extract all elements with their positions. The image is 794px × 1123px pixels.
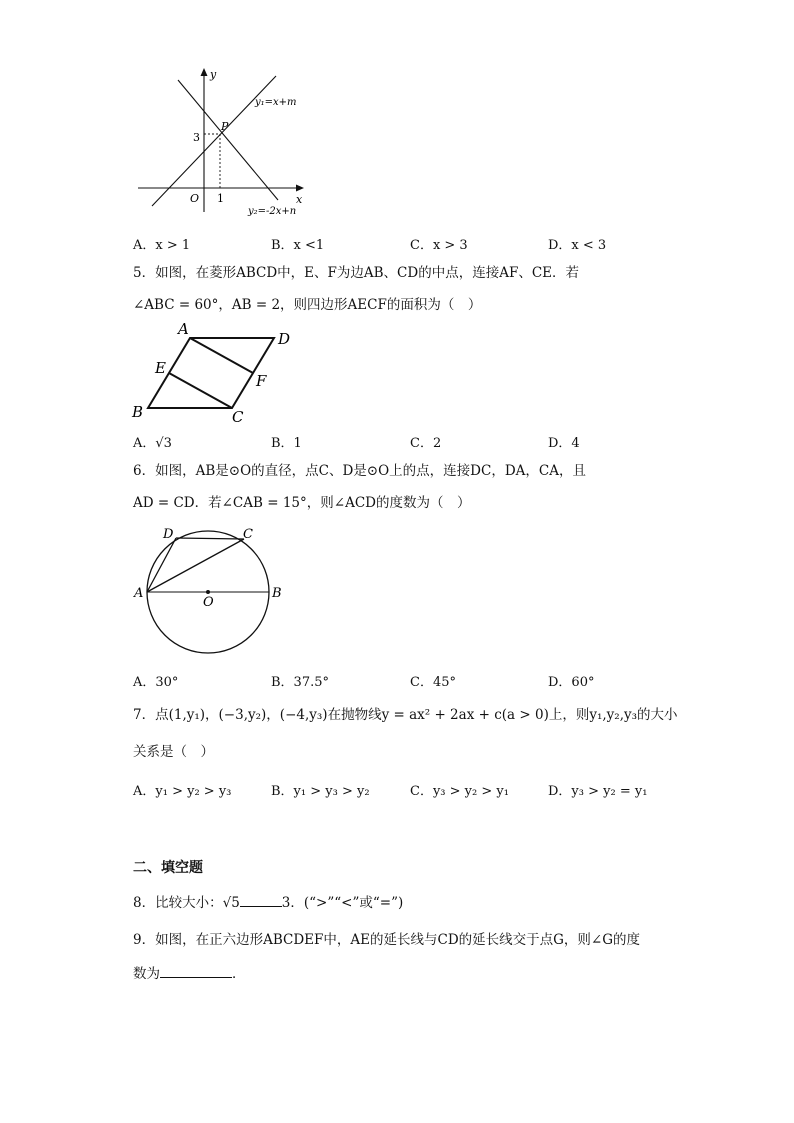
q5-text-line2: ∠ABC = 60°，AB = 2，则四边形AECF的面积为（ ） [133,297,482,313]
q7-text-line2: 关系是（ ） [133,744,214,760]
q8-text-after: 3．(“>”“<”或“=”) [281,895,404,911]
line-y1 [152,76,276,206]
q8-text-before: 8．比较大小：√5 [133,895,240,911]
q5-text-line1: 5．如图，在菱形ABCD中，E、F为边AB、CD的中点，连接AF、CE．若 [133,265,580,281]
point-o-label: O [203,595,214,610]
q6-option-c: C．45° [410,675,456,690]
q5-option-b: B．1 [271,436,302,451]
q5-option-d: D．4 [548,436,580,451]
x-axis-label: x [296,193,303,206]
line1-label: y₁=x+m [255,97,297,108]
tick-label-3: 3 [193,131,200,144]
q7-text-line1: 7．点(1,y₁)，(−3,y₂)，(−4,y₃)在抛物线y = ax² + 2ax + c(a > 0)上，则y₁,y₂,y₃的大小 [133,707,678,723]
q6-text-line1: 6．如图，AB是⊙O的直径，点C、D是⊙O上的点，连接DC，DA，CA，且 [133,463,586,479]
vertex-f-label: F [256,372,267,390]
y-axis-arrow-icon [201,68,208,76]
q6-option-b: B．37.5° [271,675,329,690]
q9-answer-blank[interactable] [160,965,232,978]
q4-line-graph [130,62,320,222]
point-b-label: B [272,586,282,601]
q4-option-c: C．x > 3 [410,238,468,253]
line2-label: y₂=-2x+n [248,206,297,217]
q7-option-c: C．y₃ > y₂ > y₁ [410,784,509,799]
q4-option-b: B．x <1 [271,238,325,253]
vertex-a-label: A [178,320,189,338]
chord-dc [176,538,244,539]
q9-text-after: ． [232,966,246,982]
origin-label: O [190,192,200,205]
q6-text-line2: AD = CD．若∠CAB = 15°，则∠ACD的度数为（ ） [133,495,471,511]
point-c-label: C [243,527,253,542]
segment-af [190,338,253,373]
q9-text-line2 [133,965,246,983]
q5-rhombus-figure [128,320,308,426]
q9-text-before: 数为 [133,966,160,982]
q9-text-line1: 9．如图，在正六边形ABCDEF中，AE的延长线与CD的延长线交于点G，则∠G的度 [133,932,641,948]
q4-option-a: A．x > 1 [133,238,191,253]
tick-label-1: 1 [217,192,224,205]
q7-option-b: B．y₁ > y₃ > y₂ [271,784,370,799]
q5-option-c: C．2 [410,436,442,451]
q8-answer-blank[interactable] [240,894,282,907]
q6-option-a: A．30° [133,675,179,690]
q6-option-d: D．60° [548,675,595,690]
q6-circle-figure [128,522,298,654]
q5-option-a: A．√3 [133,436,172,451]
center-point [206,590,210,594]
q8-text [133,894,403,912]
section-title: 二、填空题 [133,860,203,876]
y-axis-label: y [210,68,217,81]
vertex-d-label: D [278,330,291,348]
q7-option-d: D．y₃ > y₂ = y₁ [548,784,648,799]
vertex-b-label: B [132,403,144,421]
point-d-label: D [163,527,174,542]
segment-ec [169,373,232,408]
point-p-label: P [221,120,229,133]
point-a-label: A [134,586,144,601]
vertex-c-label: C [232,408,244,426]
q4-option-d: D．x < 3 [548,238,607,253]
vertex-e-label: E [155,359,166,377]
q7-option-a: A．y₁ > y₂ > y₃ [133,784,232,799]
x-axis-arrow-icon [296,185,304,192]
